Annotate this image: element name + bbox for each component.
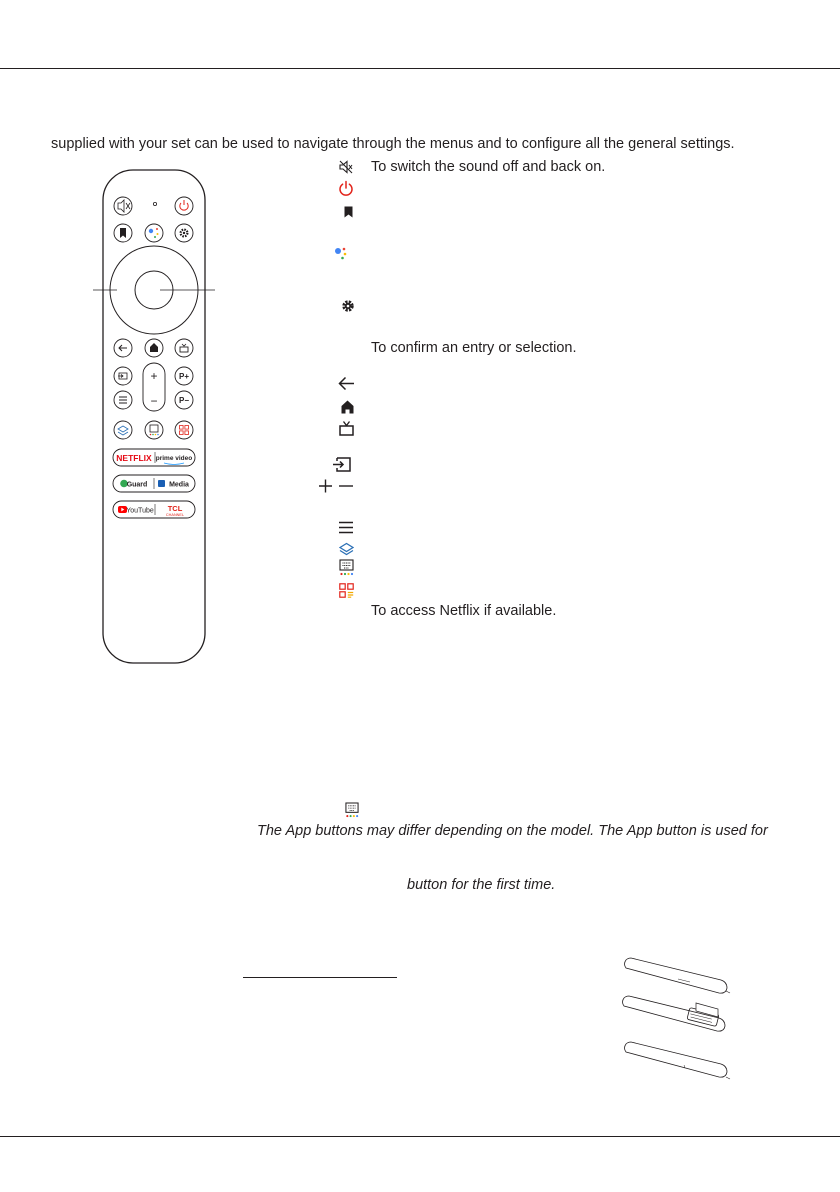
remote-control-illustration xyxy=(93,168,223,668)
mute-icon xyxy=(339,160,353,174)
mute-description: To switch the sound off and back on. xyxy=(371,159,606,175)
netflix-description: To access Netflix if available. xyxy=(371,603,557,619)
battery-installation-illustration xyxy=(618,955,733,1090)
keyboard-guide-icon xyxy=(339,559,354,576)
svg-text:Guard: Guard xyxy=(126,481,148,489)
google-assistant-icon xyxy=(334,246,348,262)
layers-icon xyxy=(339,542,354,556)
bookmark-icon xyxy=(344,206,353,218)
app-buttons-note: The App buttons may differ depending on the model. The App button is used for xyxy=(257,823,768,839)
intro-text: supplied with your set can be used to navigate through the menus and to configure all the general settings. xyxy=(51,136,735,152)
bottom-rule xyxy=(0,1136,840,1137)
menu-icon xyxy=(338,521,354,534)
gear-icon xyxy=(341,299,355,313)
section-heading-underline xyxy=(243,977,397,978)
svg-text:P−: P− xyxy=(178,396,190,405)
svg-text:YouTube: YouTube xyxy=(126,507,154,515)
volume-plus-minus-icon xyxy=(318,478,354,494)
apps-grid-icon xyxy=(339,583,354,598)
back-arrow-icon xyxy=(338,376,355,391)
keyboard-guide-icon xyxy=(345,802,359,818)
input-source-icon xyxy=(333,457,351,472)
svg-text:+: + xyxy=(150,369,158,383)
svg-text:NETFLIX: NETFLIX xyxy=(116,453,152,463)
svg-text:prime video: prime video xyxy=(155,455,193,462)
svg-text:Media: Media xyxy=(169,481,189,489)
svg-text:−: − xyxy=(150,394,158,408)
top-rule xyxy=(0,68,840,69)
svg-text:TCL: TCL xyxy=(167,504,183,513)
home-icon xyxy=(341,400,354,414)
svg-text:P+: P+ xyxy=(178,372,190,381)
tv-icon xyxy=(339,420,354,436)
ok-description: To confirm an entry or selection. xyxy=(371,340,577,356)
svg-text:CHANNEL: CHANNEL xyxy=(165,513,185,517)
power-icon xyxy=(338,180,354,196)
app-buttons-note-continued: button for the first time. xyxy=(407,877,556,893)
